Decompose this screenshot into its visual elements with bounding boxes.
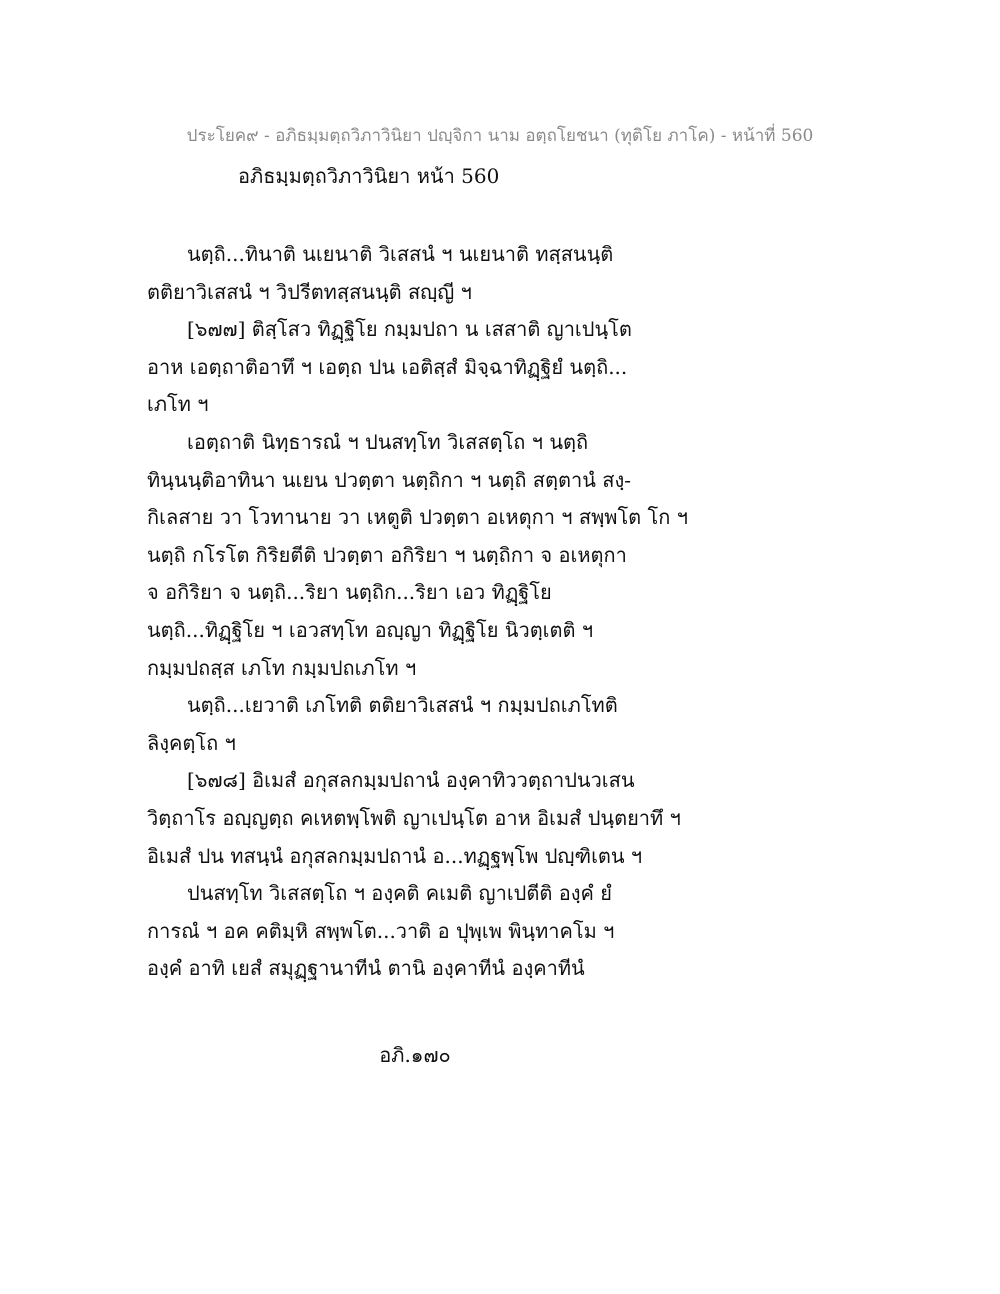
text-line: นตฺถิ...เยวาติ เภโทติ ตติยาวิเสสนํ ฯ กมฺมปถเภโทติ: [187, 693, 618, 718]
text-line: นตฺถิ...ทินาติ นเยนาติ วิเสสนํ ฯ นเยนาติ ทสฺสนนฺติ: [187, 242, 614, 266]
text-line: กมฺมปถสฺส เภโท กมฺมปถเภโท ฯ: [147, 655, 417, 680]
text-line: อาห เอตฺถาติอาทึ ฯ เอตฺถ ปน เอติสฺสํ มิจฺฉาทิฏฺฐิยํ นตฺถิ...: [147, 354, 628, 379]
text-line: ปนสทฺโท วิเสสตฺโถ ฯ องฺคติ คเมติ ญาเปตีติ องฺคํ ยํ: [187, 881, 612, 906]
text-line: วิตฺถาโร อญฺญตฺถ คเหตพฺโพติ ญาเปนฺโต อาห อิเมสํ ปนฺตยาทึ ฯ: [147, 805, 681, 830]
text-line: [๖๗๗] ติสฺโสว ทิฏฺฐิโย กมฺมปถา น เสสาติ ญาเปนฺโต: [187, 317, 632, 342]
text-line: ทินฺนนฺติอาทินา นเยน ปวตฺตา นตฺถิกา ฯ นตฺถิ สตฺตานํ สงฺ-: [147, 467, 631, 492]
text-line: นตฺถิ กโรโต กิริยตีติ ปวตฺตา อกิริยา ฯ นตฺถิกา จ อเหตุกา: [147, 542, 627, 567]
text-line: อิเมสํ ปน ทสนฺนํ อกุสลกมฺมปถานํ อ...ทฏฺฐพฺโพ ปญฺฑิเตน ฯ: [147, 843, 643, 868]
page-heading: อภิธมฺมตฺถวิภาวินิยา หน้า 560: [238, 164, 500, 188]
page-footer: อภิ.๑๗๐: [379, 1043, 451, 1067]
text-line: ลิงฺคตฺโถ ฯ: [147, 730, 236, 755]
text-line: องฺคํ อาทิ เยสํ สมุฏฺฐานาทีนํ ตานิ องฺคาทีนํ องฺคาทีนํ: [147, 956, 585, 981]
text-line: กิเลสาย วา โวทานาย วา เหตูติ ปวตฺตา อเหตุกา ฯ สพฺพโต โก ฯ: [147, 505, 688, 530]
text-line: การณํ ฯ อค คติมฺหิ สพฺพโต...วาติ อ ปุพฺเพ พินฺทาคโม ฯ: [147, 918, 615, 943]
text-line: เภโท ฯ: [147, 392, 209, 417]
text-line: นตฺถิ...ทิฏฺฐิโย ฯ เอวสทฺโท อญฺญา ทิฏฺฐิโย นิวตฺเตติ ฯ: [147, 617, 594, 642]
text-line: ตติยาวิเสสนํ ฯ วิปรีตทสฺสนนฺติ สญฺญี ฯ: [147, 279, 472, 304]
body-text: [147, 236, 707, 988]
running-header: ประโยค๙ - อภิธมฺมตฺถวิภาวินิยา ปญฺจิกา นาม อตฺถโยชนา (ทุติโย ภาโค) - หน้าที่ 560: [186, 126, 814, 146]
text-line: [๖๗๘] อิเมสํ อกุสลกมฺมปถานํ องฺคาทิววตฺถาปนวเสน: [187, 768, 635, 793]
text-line: เอตฺถาติ นิทฺธารณํ ฯ ปนสทฺโท วิเสสตฺโถ ฯ นตฺถิ: [187, 429, 589, 454]
text-line: จ อกิริยา จ นตฺถิ...ริยา นตฺถิก...ริยา เอว ทิฏฺฐิโย: [147, 580, 552, 605]
